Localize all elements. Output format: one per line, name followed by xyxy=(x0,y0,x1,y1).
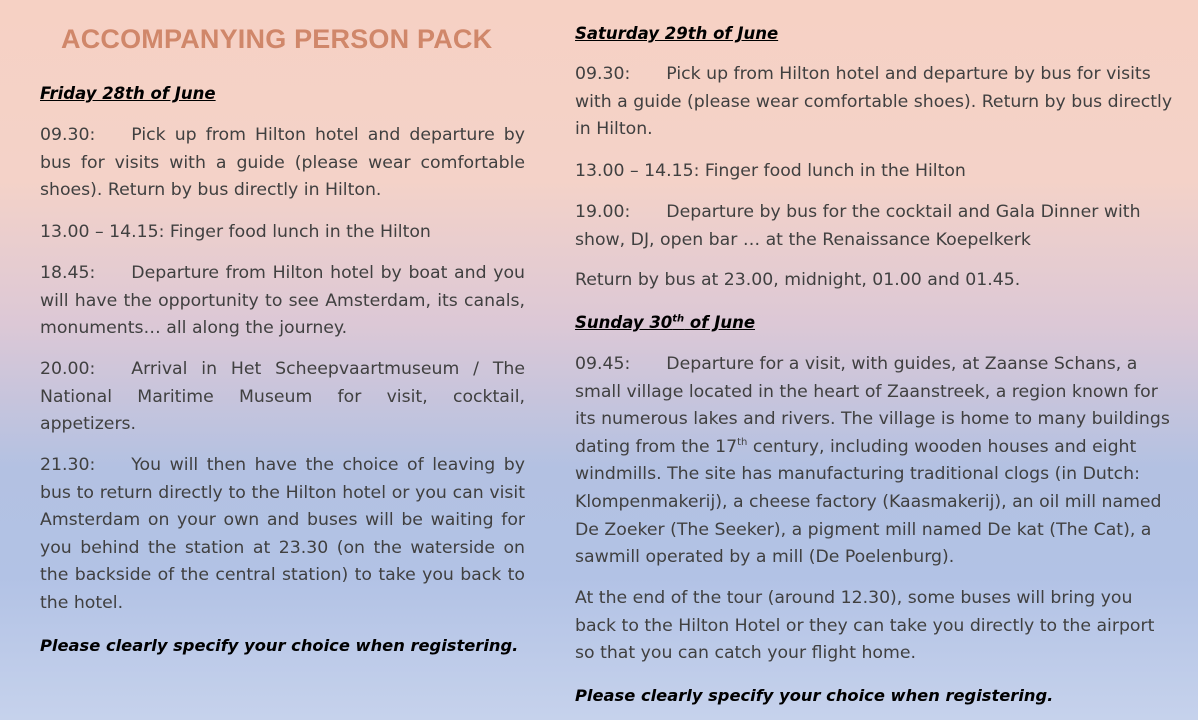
schedule-item xyxy=(575,199,1173,254)
schedule-time: 19.00: xyxy=(575,202,631,222)
schedule-text: Arrival in Het Scheepvaartmuseum / The National Maritime Museum for visit, cocktail, appetizers. xyxy=(40,359,525,435)
schedule-text: You will then have the choice of leaving by bus to return directly to the Hilton hotel or you can visit Amsterdam on your own and buses will be waiting for you behind the station at 23.30 (on the waterside on the backside of the central station) to take you back to the hotel. xyxy=(40,455,525,613)
end-of-tour-info: At the end of the tour (around 12.30), some buses will bring you back to the Hilton Hotel or they can take you directly to the airport so that you can catch your flight home. xyxy=(575,588,1155,664)
schedule-time: 09.45: xyxy=(575,354,631,374)
schedule-time: 09.30: xyxy=(575,64,631,84)
sunday-heading: Sunday 30th of June xyxy=(575,313,756,332)
friday-heading: Friday 28th of June xyxy=(40,84,216,103)
schedule-text: century, including wooden houses and eight windmills. The site has manufacturing traditional clogs (in Dutch: Klompenmakerij), a cheese factory (Kaasmakerij), an oil mill named De Zoeker (The Seeker), a pigment mill named De kat (The Cat), a sawmill operated by a mill (De Poelenburg). xyxy=(575,436,1162,568)
page-title: ACCOMPANYING PERSON PACK xyxy=(61,24,493,54)
schedule-text: Departure by bus for the cocktail and Gala Dinner with show, DJ, open bar … at the Renaissance Koepelkerk xyxy=(575,202,1141,250)
schedule-item xyxy=(575,61,1173,144)
schedule-time: 13.00 – 14.15: xyxy=(575,161,700,181)
schedule-item xyxy=(40,122,525,205)
schedule-item xyxy=(40,260,525,343)
schedule-text: Pick up from Hilton hotel and departure by bus for visits with a guide (please wear comfortable shoes). Return by bus directly in Hilton. xyxy=(40,125,525,201)
schedule-item xyxy=(575,158,1173,186)
schedule-item xyxy=(40,356,525,439)
return-info: Return by bus at 23.00, midnight, 01.00 and 01.45. xyxy=(575,270,1021,290)
schedule-time: 20.00: xyxy=(40,359,96,379)
schedule-item: 09.45: Departure for a visit, with guides, at Zaanse Schans, a small village located in the heart of Zaanstreek, a region known for its numerous lakes and rivers. The village is home to many buildings dating from the 17th century, including wooden houses and eight windmills. The site has manufacturing traditional clogs (in Dutch: Klompenmakerij), a cheese factory (Kaasmakerij), an oil mill named De Zoeker (The Seeker), a pigment mill named De kat (The Cat), a sawmill operated by a mill (De Poelenburg). xyxy=(575,354,1170,568)
schedule-item xyxy=(40,219,525,247)
schedule-time: 13.00 – 14.15: xyxy=(40,222,165,242)
schedule-item xyxy=(40,452,525,618)
schedule-time: 21.30: xyxy=(40,455,96,475)
schedule-text: Departure for a visit, with guides, at Zaanse Schans, a small village located in the heart of Zaanstreek, a region known for its numerous lakes and rivers. The village is home to many buildings dating from the 17 xyxy=(575,354,1170,457)
schedule-time: 09.30: xyxy=(40,125,96,145)
schedule-text: Departure from Hilton hotel by boat and you will have the opportunity to see Amsterdam, its canals, monuments… all along the journey. xyxy=(40,263,525,339)
schedule-text: Finger food lunch in the Hilton xyxy=(169,222,431,242)
registration-note: Please clearly specify your choice when registering. xyxy=(40,636,519,655)
schedule-text: Pick up from Hilton hotel and departure by bus for visits with a guide (please wear comfortable shoes). Return by bus directly in Hilton. xyxy=(575,64,1173,140)
schedule-text: Finger food lunch in the Hilton xyxy=(704,161,966,181)
saturday-heading: Saturday 29th of June xyxy=(575,24,779,43)
schedule-time: 18.45: xyxy=(40,263,96,283)
registration-note: Please clearly specify your choice when registering. xyxy=(575,686,1054,705)
